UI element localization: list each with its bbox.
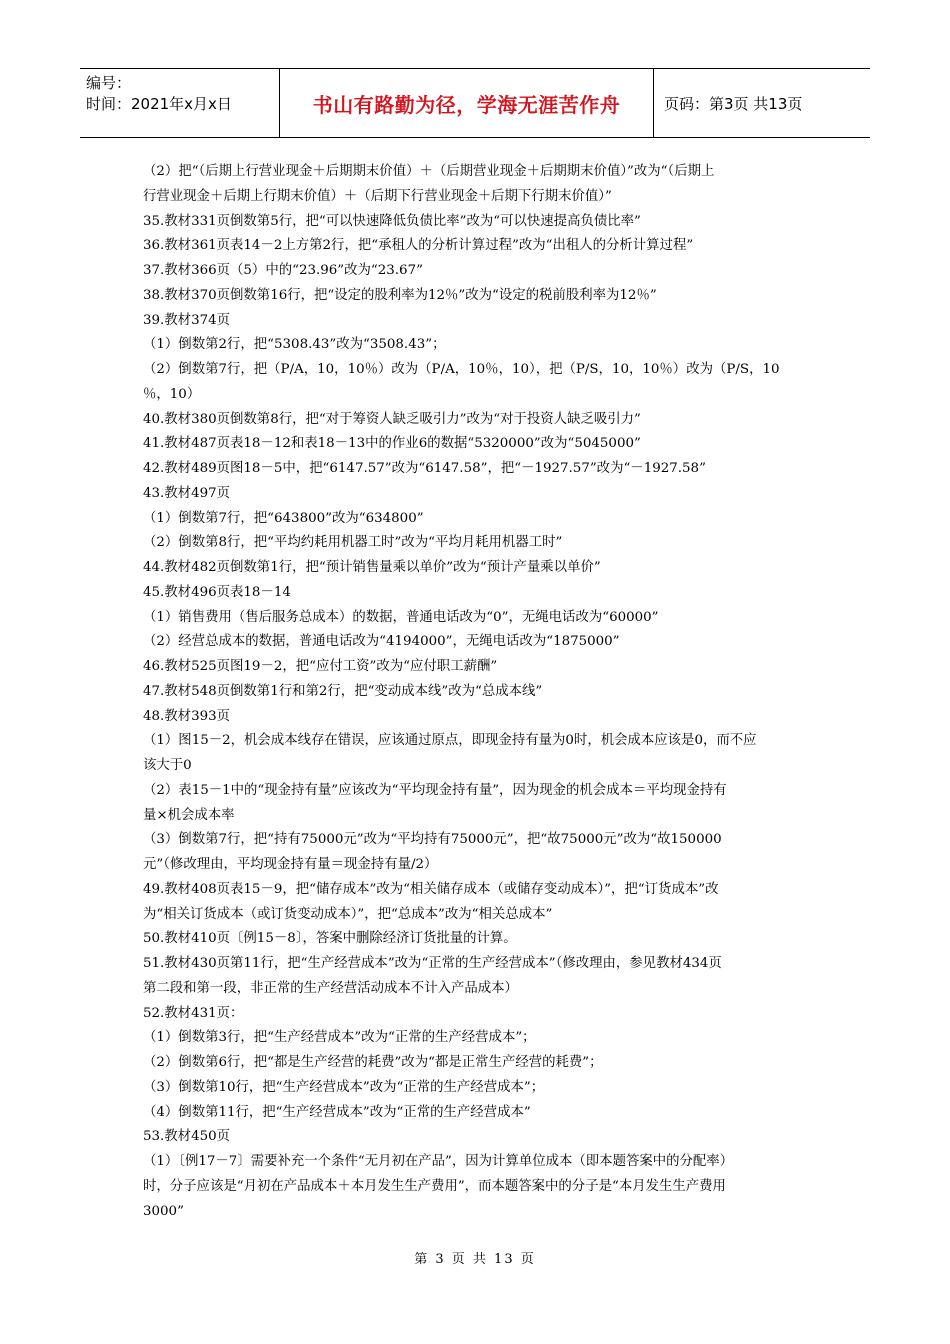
document-body	[143, 160, 808, 1224]
text-line: 行营业现金＋后期上行期末价值）＋（后期下行营业现金＋后期下行期末价值）”	[143, 188, 612, 204]
page-header	[80, 68, 870, 138]
text-line: （4）倒数第11行，把“生产经营成本”改为“正常的生产经营成本”	[143, 1104, 531, 1120]
text-line: （3）倒数第10行，把“生产经营成本”改为“正常的生产经营成本”；	[143, 1079, 545, 1095]
text-line: 为“相关订货成本（或订货变动成本）”，把“总成本”改为“相关总成本”	[143, 906, 553, 922]
text-line: （2）倒数第6行，把“都是生产经营的耗费”改为“都是正常生产经营的耗费”；	[143, 1055, 603, 1070]
header-page-info: 页码：第3页 共13页	[664, 94, 803, 113]
text-line: 该大于0	[143, 758, 192, 773]
text-line: 47.教材548页倒数第1行和第2行，把“变动成本线”改为“总成本线”	[143, 683, 543, 699]
page-footer: 第 3 页 共 13 页	[414, 1252, 536, 1267]
text-line: 43.教材497页	[143, 485, 231, 501]
text-line: 53.教材450页	[143, 1129, 231, 1145]
text-line: 45.教材496页表18－14	[143, 584, 291, 600]
text-line: 50.教材410页〔例15－8〕，答案中删除经济订货批量的计算。	[143, 931, 517, 947]
text-line: （2）把“（后期上行营业现金＋后期期末价值）＋（后期营业现金＋后期期末价值）”改为“（后期上	[143, 164, 715, 179]
text-line: 48.教材393页	[143, 708, 231, 724]
text-line: ％，10）	[143, 386, 201, 402]
header-meta	[80, 69, 280, 137]
text-line: （1）倒数第7行，把“643800”改为“634800”	[143, 510, 424, 526]
text-line: （1）倒数第3行，把“生产经营成本”改为“正常的生产经营成本”；	[143, 1030, 536, 1046]
text-line: 35.教材331页倒数第5行，把“可以快速降低负债比率”改为“可以快速提高负债比率”	[143, 213, 641, 229]
text-line: （1）图15－2，机会成本线存在错误，应该通过原点，即现金持有量为0时，机会成本应该是0，而不应	[143, 733, 757, 749]
text-line: 量×机会成本率	[143, 807, 235, 823]
text-line: 42.教材489页图18－5中，把“6147.57”改为“6147.58”，把“－1927.57”改为“－1927.58”	[143, 461, 706, 476]
text-line: （1）销售费用（售后服务总成本）的数据，普通电话改为“0”，无绳电话改为“60000”	[143, 609, 659, 625]
text-line: （1）〔例17－7〕需要补充一个条件“无月初在产品”，因为计算单位成本（即本题答案中的分配率）	[143, 1154, 734, 1169]
text-line: 49.教材408页表15－9，把“储存成本”改为“相关储存成本（或储存变动成本）”，把“订货成本”改	[143, 881, 719, 897]
text-line: 40.教材380页倒数第8行，把“对于筹资人缺乏吸引力”改为“对于投资人缺乏吸引力”	[143, 411, 641, 427]
text-line: （2）倒数第7行，把（P/A，10，10％）改为（P/A，10％，10），把（P/S，10，10％）改为（P/S，10	[143, 362, 780, 377]
text-line: 36.教材361页表14－2上方第2行，把“承租人的分析计算过程”改为“出租人的分析计算过程”	[143, 238, 694, 254]
text-line: 46.教材525页图19－2，把“应付工资”改为“应付职工薪酬”	[143, 659, 498, 674]
text-line: （2）经营总成本的数据，普通电话改为“4194000”，无绳电话改为“1875000”	[143, 634, 620, 650]
header-motto: 书山有路勤为径，学海无涯苦作舟	[312, 92, 621, 117]
text-line: （3）倒数第7行，把“持有75000元”改为“平均持有75000元”，把“故75000元”改为“故150000	[143, 832, 722, 848]
header-number-label: 编号：	[86, 74, 132, 92]
text-line: （2）倒数第8行，把“平均约耗用机器工时”改为“平均月耗用机器工时”	[143, 535, 563, 551]
text-line: 时，分子应该是“月初在产品成本＋本月发生生产费用”，而本题答案中的分子是“本月发生生产费用	[143, 1178, 726, 1194]
header-time-label: 时间：2021年x月x日	[86, 95, 232, 113]
text-line: 元”（修改理由，平均现金持有量＝现金持有量/2）	[143, 857, 438, 872]
header-motto-cell	[280, 69, 654, 137]
text-line: 第二段和第一段，非正常的生产经营活动成本不计入产品成本）	[143, 980, 518, 996]
header-page-info-cell	[654, 69, 870, 137]
text-line: 39.教材374页	[143, 312, 231, 328]
text-line: 3000”	[143, 1203, 184, 1219]
text-line: 37.教材366页（5）中的“23.96”改为“23.67”	[143, 263, 423, 278]
text-line: （1）倒数第2行，把“5308.43”改为“3508.43”；	[143, 337, 446, 353]
text-line: （2）表15－1中的“现金持有量”应该改为“平均现金持有量”，因为现金的机会成本＝平均现金持有	[143, 782, 727, 798]
text-line: 51.教材430页第11行，把“生产经营成本”改为“正常的生产经营成本”（修改理由，参见教材434页	[143, 956, 722, 971]
text-line: 44.教材482页倒数第1行，把“预计销售量乘以单价”改为“预计产量乘以单价”	[143, 560, 601, 575]
text-line: 52.教材431页：	[143, 1005, 244, 1021]
text-line: 41.教材487页表18－12和表18－13中的作业6的数据“5320000”改为“5045000”	[143, 436, 641, 452]
text-line: 38.教材370页倒数第16行，把“设定的股利率为12％”改为“设定的税前股利率为12％”	[143, 287, 657, 303]
